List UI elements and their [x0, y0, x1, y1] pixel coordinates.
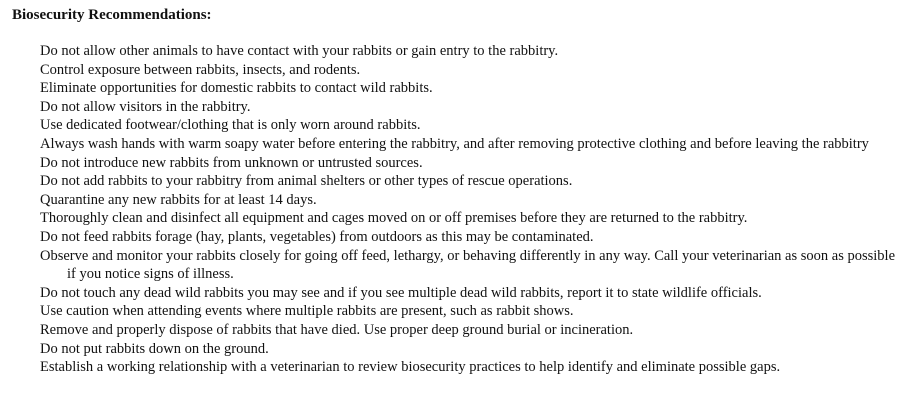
list-item: Do not allow visitors in the rabbitry.: [40, 98, 251, 115]
list-item: Do not touch any dead wild rabbits you may see and if you see multiple dead wild rabbits, report it to state wildlife officials.: [40, 284, 762, 301]
list-item: Do not introduce new rabbits from unknown or untrusted sources.: [40, 154, 423, 171]
list-item: Use caution when attending events where multiple rabbits are present, such as rabbit shows.: [40, 303, 574, 320]
list-item: Do not feed rabbits forage (hay, plants, vegetables) from outdoors as this may be contaminated.: [40, 228, 594, 245]
list-item: Do not allow other animals to have contact with your rabbits or gain entry to the rabbitry.: [40, 43, 559, 59]
recommendations-list: [40, 42, 902, 377]
list-item: Observe and monitor your rabbits closely for going off feed, lethargy, or behaving differently in any way. Call your veterinarian as soon as possible if you notice signs of illness.: [40, 247, 896, 283]
list-item: Remove and properly dispose of rabbits that have died. Use proper deep ground burial or incineration.: [40, 321, 634, 338]
list-item: Control exposure between rabbits, insects, and rodents.: [40, 61, 361, 78]
document-title: Biosecurity Recommendations:: [12, 7, 212, 23]
list-item: Always wash hands with warm soapy water before entering the rabbitry, and after removing protective clothing and before leaving the rabbitry: [40, 135, 869, 152]
list-item: Quarantine any new rabbits for at least 14 days.: [40, 191, 317, 208]
list-item: Thoroughly clean and disinfect all equipment and cages moved on or off premises before they are returned to the rabbitry.: [40, 210, 748, 227]
list-item: Establish a working relationship with a veterinarian to review biosecurity practices to help identify and eliminate possible gaps.: [40, 359, 781, 376]
list-item: Do not add rabbits to your rabbitry from animal shelters or other types of rescue operations.: [40, 173, 573, 190]
list-item: Do not put rabbits down on the ground.: [40, 340, 269, 357]
list-item: Eliminate opportunities for domestic rabbits to contact wild rabbits.: [40, 80, 433, 97]
list-item: Use dedicated footwear/clothing that is only worn around rabbits.: [40, 117, 421, 134]
